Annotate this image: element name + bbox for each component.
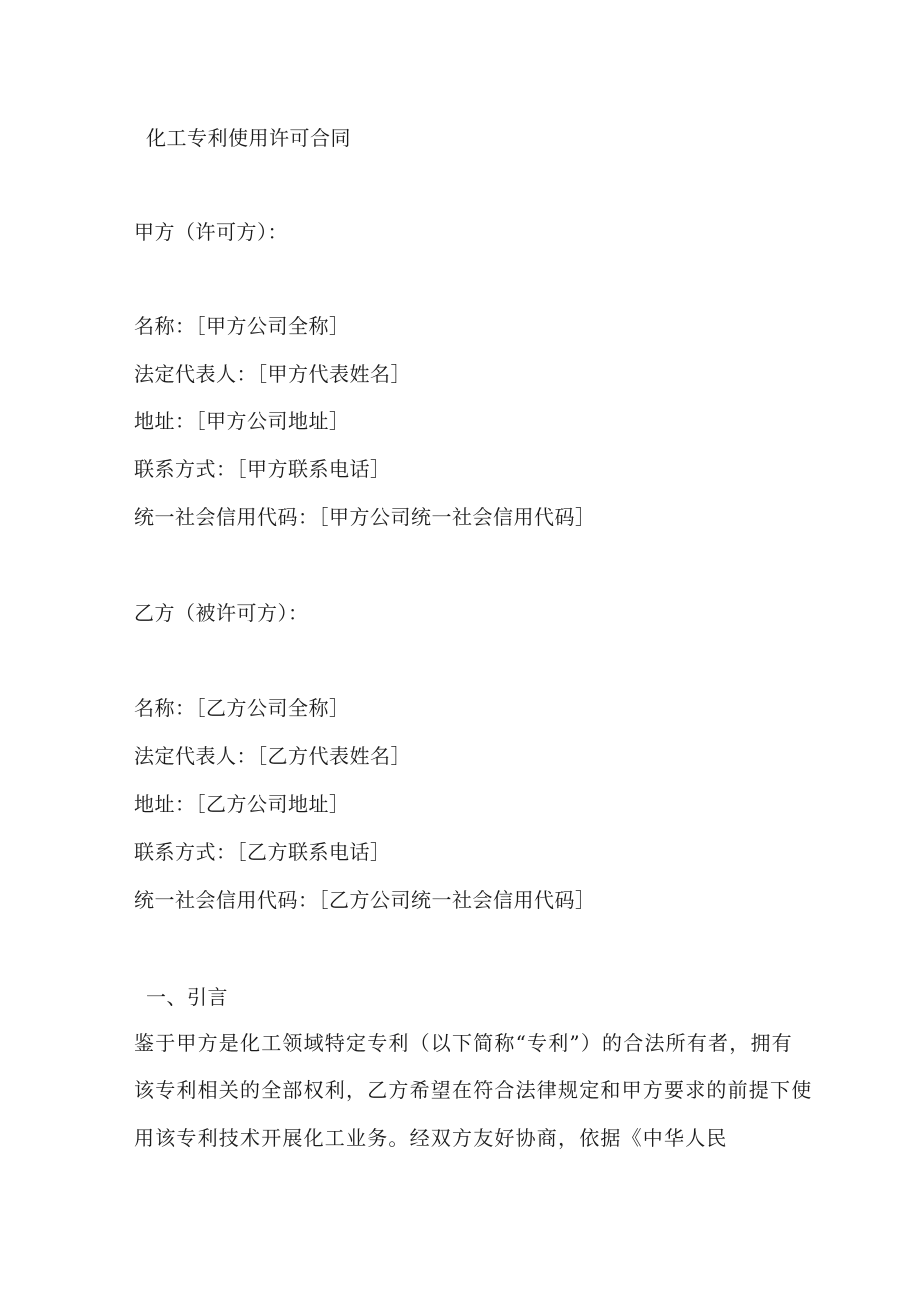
party-b-contact: 联系方式：［乙方联系电话］ [134,840,391,864]
party-a-contact: 联系方式：［甲方联系电话］ [134,457,391,481]
document-title: 化工专利使用许可合同 [146,126,351,150]
section-1-line: 用该专利技术开展化工业务。经双方友好协商，依据《中华人民 [134,1126,728,1150]
party-b-legal-rep: 法定代表人：［乙方代表姓名］ [134,744,411,768]
section-1-line: 鉴于甲方是化工领域特定专利（以下简称“专利”）的合法所有者，拥有 [134,1031,793,1055]
party-b-address: 地址：［乙方公司地址］ [134,792,350,816]
party-b-credit-code: 统一社会信用代码：［乙方公司统一社会信用代码］ [134,888,596,912]
section-1-line: 该专利相关的全部权利，乙方希望在符合法律规定和甲方要求的前提下使 [134,1078,813,1102]
party-a-address: 地址：［甲方公司地址］ [134,409,350,433]
party-a-legal-rep: 法定代表人：［甲方代表姓名］ [134,362,411,386]
section-1-heading: 一、引言 [146,985,228,1009]
party-b-name: 名称：［乙方公司全称］ [134,696,350,720]
party-a-credit-code: 统一社会信用代码：［甲方公司统一社会信用代码］ [134,505,596,529]
party-b-heading: 乙方（被许可方）： [134,601,309,625]
party-a-name: 名称：［甲方公司全称］ [134,314,350,338]
party-a-heading: 甲方（许可方）： [134,220,288,244]
